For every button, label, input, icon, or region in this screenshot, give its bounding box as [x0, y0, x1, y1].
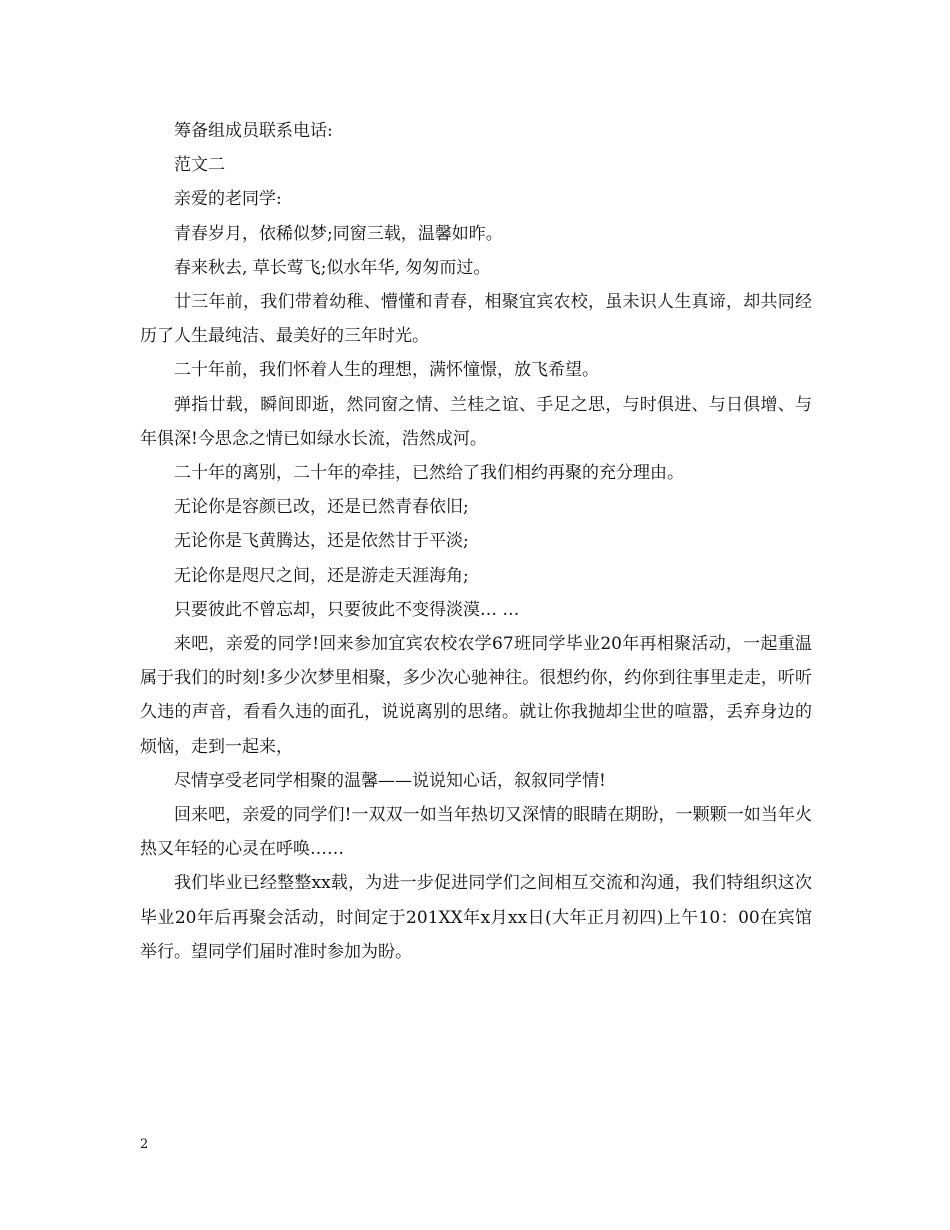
document-body: [140, 114, 812, 969]
paragraph: 只要彼此不曾忘却，只要彼此不变得淡漠… …: [174, 599, 520, 620]
paragraph: 我们毕业已经整整xx载，为进一步促进同学们之间相互交流和沟通，我们特组织这次毕业20年后再聚会活动，时间定于201XX年x月xx日(大年正月初四)上午10：00在宾馆举行。望同学们届时准时参加为盼。: [140, 873, 812, 962]
paragraph: 无论你是咫尺之间，还是游走天涯海角;: [174, 565, 469, 586]
paragraph: 廿三年前，我们带着幼稚、懵懂和青春，相聚宜宾农校，虽未识人生真谛，却共同经历了人生最纯洁、最美好的三年时光。: [140, 292, 812, 347]
paragraph-sample-two-heading: 范文二: [174, 155, 225, 176]
paragraph: 弹指廿载，瞬间即逝，然同窗之情、兰桂之谊、手足之思，与时俱进、与日俱增、与年俱深!今思念之情已如绿水长流，浩然成河。: [140, 394, 812, 449]
paragraph-contact-phone: 筹备组成员联系电话:: [174, 121, 333, 141]
paragraph: 二十年前，我们怀着人生的理想，满怀憧憬，放飞希望。: [174, 360, 599, 381]
paragraph-salutation: 亲爱的老同学:: [174, 189, 282, 210]
page-number: 2: [140, 1137, 149, 1152]
paragraph: 青春岁月，依稀似梦;同窗三载，温馨如昨。: [174, 223, 503, 244]
paragraph: 春来秋去, 草长莺飞;似水年华, 匆匆而过。: [174, 257, 491, 278]
paragraph: 来吧，亲爱的同学!回来参加宜宾农校农学67班同学毕业20年再相聚活动，一起重温属于我们的时刻!多少次梦里相聚，多少次心驰神往。很想约你，约你到往事里走走，听听久违的声音，看看久违的面孔，说说离别的思绪。就让你我抛却尘世的喧嚣，丢弃身边的烦恼，走到一起来，: [140, 634, 812, 757]
paragraph: 二十年的离别，二十年的牵挂，已然给了我们相约再聚的充分理由。: [174, 463, 684, 484]
paragraph: 尽情享受老同学相聚的温馨——说说知心话，叙叙同学情!: [174, 770, 606, 791]
paragraph: 无论你是飞黄腾达，还是依然甘于平淡;: [174, 531, 469, 552]
paragraph: 回来吧，亲爱的同学们!一双双一如当年热切又深情的眼睛在期盼，一颗颗一如当年火热又年轻的心灵在呼唤……: [140, 805, 812, 860]
paragraph: 无论你是容颜已改，还是已然青春依旧;: [174, 497, 469, 518]
